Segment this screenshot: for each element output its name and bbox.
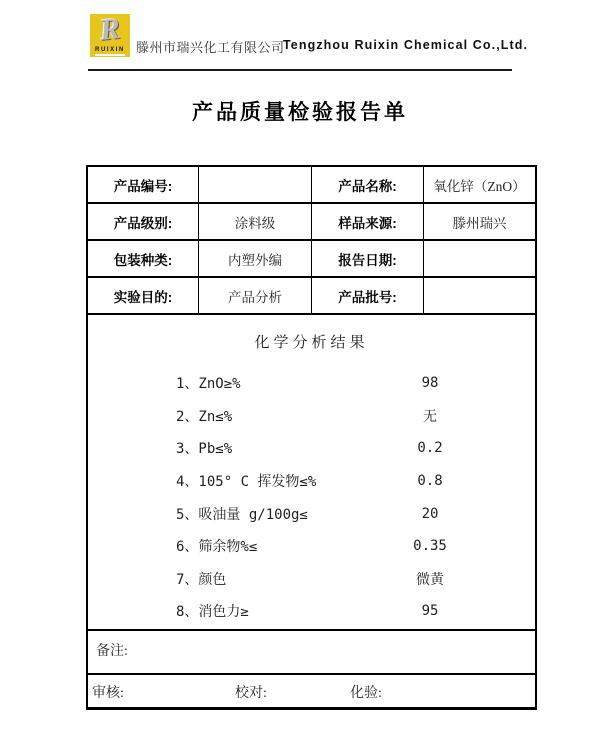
page-title: 产品质量检验报告单	[192, 101, 408, 124]
header-divider	[88, 69, 512, 71]
analysis-item-label: 1、ZnO≥%	[176, 376, 241, 393]
info-value-sample-source: 滕州瑞兴	[424, 204, 535, 241]
info-value-packaging-type: 内塑外编	[199, 241, 312, 278]
info-value-test-purpose: 产品分析	[199, 278, 312, 315]
analysis-section	[88, 315, 535, 631]
analysis-item-volatiles	[88, 465, 535, 498]
info-label-batch-number: 产品批号:	[312, 278, 424, 315]
logo-brand-text: RUIXIN	[95, 47, 125, 56]
analysis-item-tinting-strength	[88, 595, 535, 628]
analysis-item-value: 20	[421, 505, 439, 522]
signature-review-label: 审核:	[92, 686, 124, 701]
info-value-report-date	[424, 241, 535, 278]
remarks-label: 备注:	[96, 644, 128, 659]
info-label-test-purpose: 实验目的:	[88, 278, 199, 315]
analysis-item-value: 微黄	[416, 571, 444, 588]
analysis-items	[88, 367, 535, 628]
info-label-product-name: 产品名称:	[312, 167, 424, 204]
analysis-item-value: 0.35	[413, 538, 447, 555]
analysis-section-title: 化学分析结果	[254, 335, 369, 351]
analysis-item-label: 6、筛余物%≤	[176, 539, 258, 556]
signature-test-label: 化验:	[350, 686, 382, 701]
analysis-item-zno	[88, 367, 535, 400]
info-value-product-number	[199, 167, 312, 204]
logo-r-glyph: R	[98, 12, 122, 47]
analysis-item-label: 7、颜色	[176, 571, 227, 588]
analysis-item-label: 4、105° C 挥发物≤%	[176, 474, 317, 491]
analysis-item-value: 98	[421, 375, 439, 392]
company-name-english: Tengzhou Ruixin Chemical Co.,Ltd.	[283, 38, 529, 52]
report-table	[86, 165, 537, 710]
analysis-item-label: 3、Pb≤%	[176, 441, 233, 458]
info-label-product-grade: 产品级别:	[88, 204, 199, 241]
info-label-report-date: 报告日期:	[312, 241, 424, 278]
analysis-item-value: 95	[421, 603, 439, 620]
info-label-packaging-type: 包装种类:	[88, 241, 199, 278]
signature-row	[88, 675, 535, 707]
analysis-item-value: 0.2	[417, 440, 443, 457]
info-label-sample-source: 样品来源:	[312, 204, 424, 241]
info-value-batch-number	[424, 278, 535, 315]
remarks-row	[88, 631, 535, 675]
info-label-product-number: 产品编号:	[88, 167, 199, 204]
analysis-item-value: 0.8	[417, 473, 443, 490]
analysis-item-label: 2、Zn≤%	[176, 408, 233, 425]
analysis-item-sieve-residue	[88, 530, 535, 563]
analysis-item-value: 无	[423, 408, 437, 425]
analysis-item-oil-absorption	[88, 497, 535, 530]
analysis-item-color	[88, 563, 535, 596]
analysis-item-label: 8、消色力≥	[176, 604, 249, 621]
company-name-chinese: 滕州市瑞兴化工有限公司	[136, 40, 285, 55]
signature-proofread-label: 校对:	[235, 686, 267, 701]
analysis-item-label: 5、吸油量 g/100g≤	[176, 506, 308, 523]
analysis-item-pb	[88, 432, 535, 465]
info-grid	[88, 167, 535, 315]
analysis-item-zn	[88, 400, 535, 433]
info-value-product-grade: 涂料级	[199, 204, 312, 241]
company-logo-icon	[90, 14, 130, 57]
info-value-product-name: 氧化锌（ZnO）	[424, 167, 535, 204]
